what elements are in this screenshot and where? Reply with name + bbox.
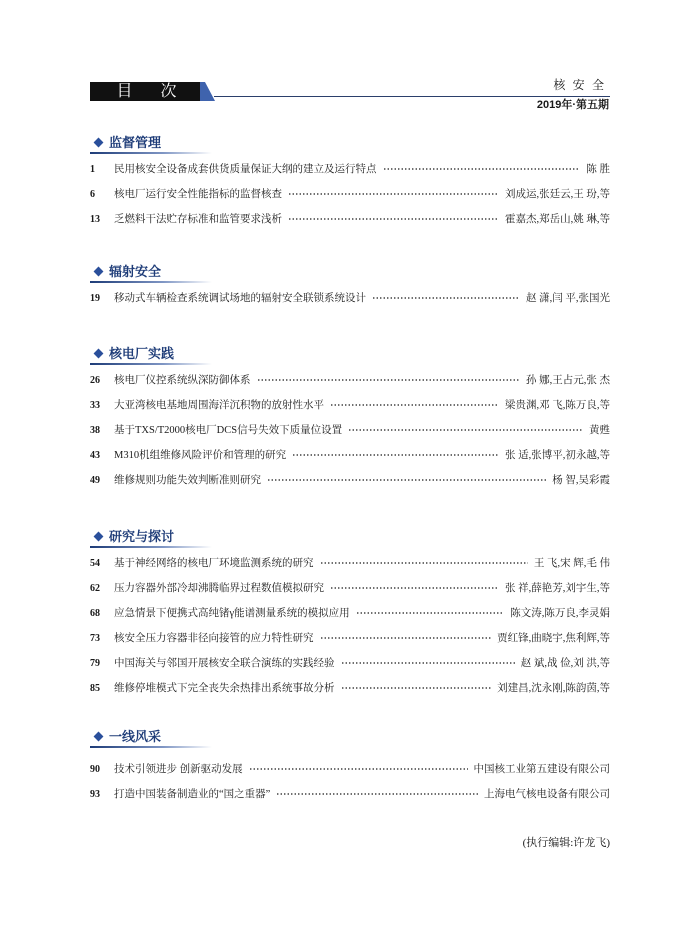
entry-list <box>90 757 610 807</box>
toc-entry <box>90 393 610 418</box>
entry-page-number: 73 <box>90 633 100 644</box>
entry-page-number: 79 <box>90 658 100 669</box>
entry-page-number: 19 <box>90 293 100 304</box>
entry-page-number: 85 <box>90 683 100 694</box>
section-radiation-safety <box>90 262 610 311</box>
entry-title: 基于TXS/T2000核电厂DCS信号失效下质量位设置 <box>114 425 343 436</box>
dot-leader <box>288 217 499 221</box>
executive-editor-note: (执行编辑:许龙飞) <box>522 837 610 849</box>
toc-entry <box>90 207 610 232</box>
entry-authors: 刘成运,张廷云,王 玢,等 <box>505 189 610 200</box>
entry-title: 核安全压力容器非径向接管的应力特性研究 <box>114 633 314 644</box>
entry-authors: 贾红锋,曲晓宇,焦利辉,等 <box>497 633 610 644</box>
diamond-icon <box>94 732 104 742</box>
dot-leader <box>249 767 468 771</box>
entry-title: 乏燃料干法贮存标准和监管要求浅析 <box>114 214 282 225</box>
dot-leader <box>267 478 546 482</box>
toc-entry <box>90 651 610 676</box>
entry-page-number: 1 <box>90 164 95 175</box>
entry-authors: 上海电气核电设备有限公司 <box>484 789 610 800</box>
dot-leader <box>276 792 478 796</box>
issue-label: 2019年·第五期 <box>536 99 609 111</box>
toc-entry <box>90 601 610 626</box>
entry-page-number: 26 <box>90 375 100 386</box>
toc-entry <box>90 368 610 393</box>
toc-entry <box>90 551 610 576</box>
toc-entry <box>90 286 610 311</box>
section-underline <box>90 363 212 365</box>
wedge-icon <box>200 82 216 101</box>
entry-title: 维修停堆模式下完全丧失余热排出系统事故分析 <box>114 683 335 694</box>
entry-page-number: 13 <box>90 214 100 225</box>
entry-list <box>90 157 610 232</box>
toc-entry <box>90 468 610 493</box>
toc-label: 目 次 <box>90 82 201 101</box>
entry-page-number: 33 <box>90 400 100 411</box>
dot-leader <box>320 561 528 565</box>
toc-entry <box>90 782 610 807</box>
entry-title: 应急情景下便携式高纯锗γ能谱测量系统的模拟应用 <box>114 608 350 619</box>
toc-entry <box>90 157 610 182</box>
toc-entry <box>90 443 610 468</box>
entry-page-number: 68 <box>90 608 100 619</box>
dot-leader <box>288 192 499 196</box>
toc-entry <box>90 418 610 443</box>
entry-list <box>90 551 610 701</box>
entry-authors: 张 适,张博平,初永越,等 <box>505 450 610 461</box>
entry-page-number: 90 <box>90 764 100 775</box>
dot-leader <box>341 686 492 690</box>
entry-title: 核电厂运行安全性能指标的监督核查 <box>114 189 282 200</box>
entry-authors: 陈 胜 <box>586 164 610 175</box>
entry-authors: 杨 智,吴彩霞 <box>552 475 610 486</box>
section-underline <box>90 746 212 748</box>
section-heading <box>90 262 610 286</box>
diamond-icon <box>94 267 104 277</box>
entry-page-number: 38 <box>90 425 100 436</box>
section-title: 研究与探讨 <box>109 529 175 544</box>
toc-entry <box>90 626 610 651</box>
entry-title: 基于神经网络的核电厂环境监测系统的研究 <box>114 558 314 569</box>
entry-title: M310机组维修风险评价和管理的研究 <box>114 450 287 461</box>
entry-authors: 刘建昌,沈永刚,陈韵茵,等 <box>497 683 610 694</box>
dot-leader <box>372 296 520 300</box>
entry-page-number: 62 <box>90 583 100 594</box>
section-title: 核电厂实践 <box>109 346 175 361</box>
entry-authors: 王 飞,宋 辉,毛 伟 <box>533 558 610 569</box>
entry-authors: 赵 潇,闫 平,张国光 <box>526 293 610 304</box>
diamond-icon <box>94 138 104 148</box>
section-heading <box>90 527 610 551</box>
dot-leader <box>356 611 505 615</box>
entry-list <box>90 368 610 493</box>
entry-title: 核电厂仪控系统纵深防御体系 <box>114 375 251 386</box>
section-heading <box>90 727 610 751</box>
section-underline <box>90 152 212 154</box>
entry-title: 打造中国装备制造业的“国之重器” <box>114 789 271 800</box>
dot-leader <box>257 378 521 382</box>
section-heading <box>90 133 610 157</box>
toc-entry <box>90 576 610 601</box>
header-rule <box>214 96 610 97</box>
section-title: 辐射安全 <box>109 264 162 279</box>
section-title: 一线风采 <box>109 729 162 744</box>
entry-title: 民用核安全设备成套供货质量保证大纲的建立及运行特点 <box>114 164 377 175</box>
section-supervision <box>90 133 610 232</box>
dot-leader <box>383 167 581 171</box>
dot-leader <box>330 586 499 590</box>
dot-leader <box>348 428 583 432</box>
section-research <box>90 527 610 701</box>
section-frontline <box>90 727 610 807</box>
dot-leader <box>320 636 492 640</box>
entry-page-number: 49 <box>90 475 100 486</box>
entry-title: 技术引领进步 创新驱动发展 <box>114 764 243 775</box>
entry-authors: 陈文涛,陈万良,李灵娟 <box>510 608 610 619</box>
entry-authors: 赵 斌,战 俭,刘 洪,等 <box>520 658 610 669</box>
entry-title: 压力容器外部冷却沸腾临界过程数值模拟研究 <box>114 583 324 594</box>
entry-title: 中国海关与邻国开展核安全联合演练的实践经验 <box>114 658 335 669</box>
entry-title: 维修规则功能失效判断准则研究 <box>114 475 261 486</box>
entry-title: 大亚湾核电基地周围海洋沉积物的放射性水平 <box>114 400 324 411</box>
diamond-icon <box>94 349 104 359</box>
entry-page-number: 54 <box>90 558 100 569</box>
section-heading <box>90 344 610 368</box>
entry-authors: 霍嘉杰,郑岳山,姚 琳,等 <box>505 214 610 225</box>
journal-name: 核 安 全 <box>553 78 606 92</box>
dot-leader <box>292 453 499 457</box>
entry-authors: 梁贵渊,邓 飞,陈万良,等 <box>505 400 610 411</box>
entry-list <box>90 286 610 311</box>
dot-leader <box>330 403 499 407</box>
entry-page-number: 6 <box>90 189 95 200</box>
section-underline <box>90 546 212 548</box>
entry-authors: 孙 娜,王占元,张 杰 <box>526 375 610 386</box>
entry-authors: 黄甦 <box>589 425 610 436</box>
entry-page-number: 43 <box>90 450 100 461</box>
entry-page-number: 93 <box>90 789 100 800</box>
entry-title: 移动式车辆检查系统调试场地的辐射安全联锁系统设计 <box>114 293 366 304</box>
dot-leader <box>341 661 515 665</box>
entry-authors: 中国核工业第五建设有限公司 <box>473 764 610 775</box>
section-title: 监督管理 <box>109 135 162 150</box>
toc-entry <box>90 676 610 701</box>
section-plant-practice <box>90 344 610 493</box>
toc-entry <box>90 182 610 207</box>
entry-authors: 张 祥,薛艳芳,刘宇生,等 <box>505 583 610 594</box>
toc-entry <box>90 757 610 782</box>
section-underline <box>90 281 212 283</box>
diamond-icon <box>94 532 104 542</box>
